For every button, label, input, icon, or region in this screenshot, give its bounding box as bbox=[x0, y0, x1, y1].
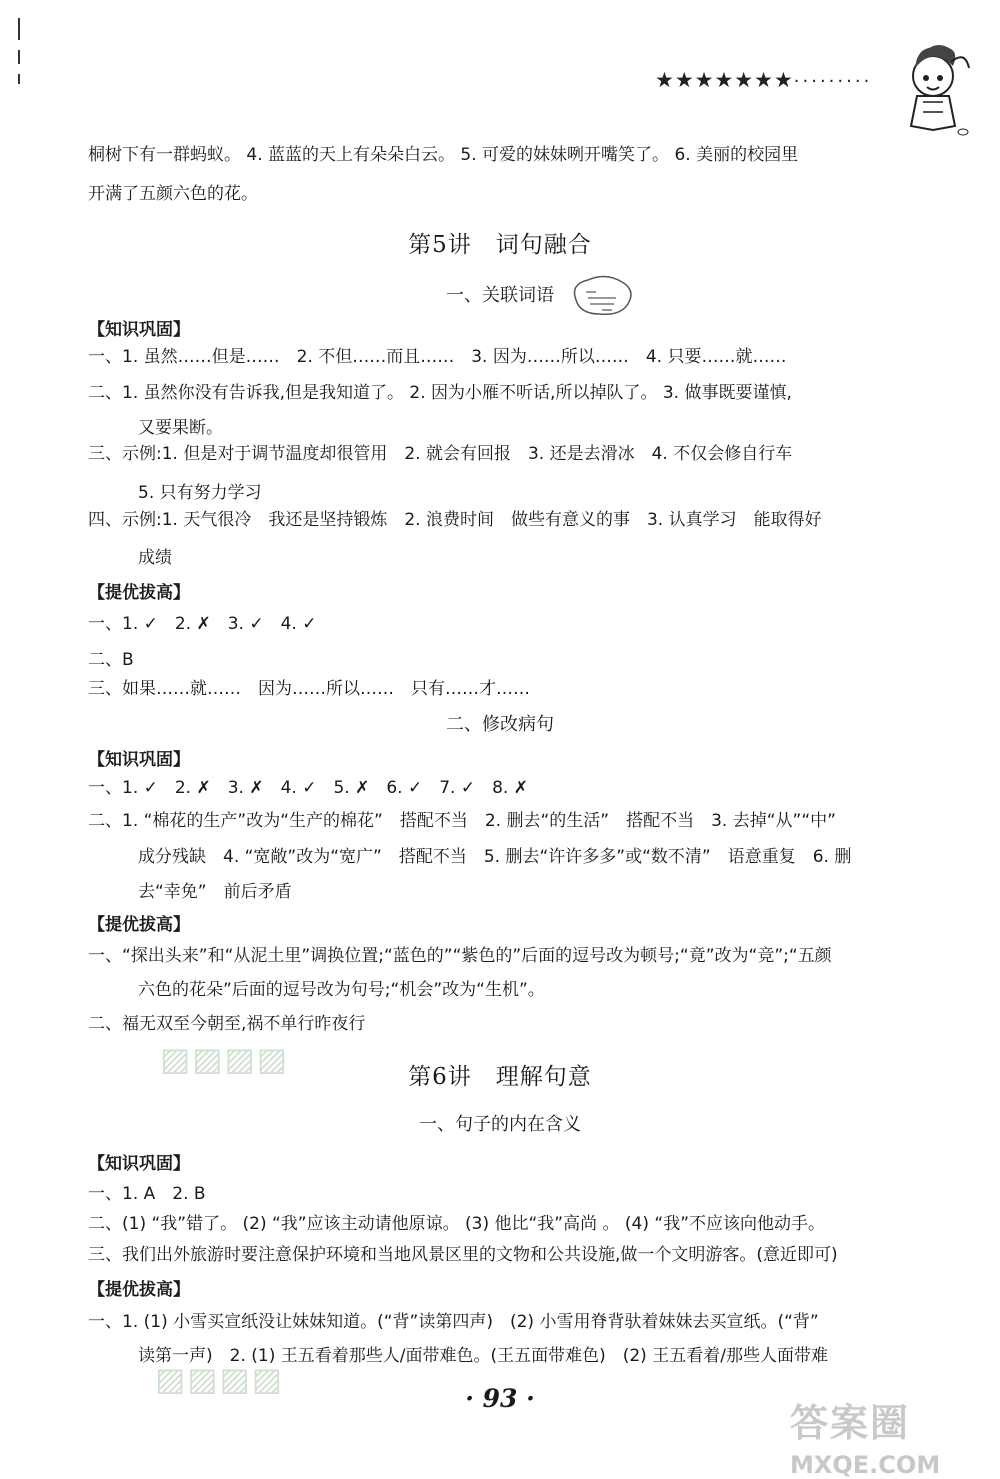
label-knowledge-3: 【知识巩固】 bbox=[88, 1154, 190, 1174]
label-knowledge-2: 【知识巩固】 bbox=[88, 750, 190, 770]
intro-line-1: 桐树下有一群蚂蚁。 4. 蓝蓝的天上有朵朵白云。 5. 可爱的妹妹咧开嘴笑了。 6. 美丽的校园里 bbox=[88, 145, 799, 165]
answer-line: 成分残缺 4. “宽敞”改为“宽广” 搭配不当 5. 删去“许许多多”或“数不清” 语意重复 6. 删 bbox=[138, 847, 852, 867]
section-inner-meaning-title: 一、句子的内在含义 bbox=[419, 1114, 581, 1135]
lecture-5-title: 第5讲 词句融合 bbox=[408, 232, 592, 258]
section-fix-sentences-title: 二、修改病句 bbox=[446, 714, 554, 735]
header-stars bbox=[655, 68, 872, 92]
dotted-leader: ········· bbox=[793, 71, 873, 92]
site-watermark bbox=[790, 1392, 990, 1479]
label-improve-3: 【提优拔高】 bbox=[88, 1280, 190, 1300]
label-improve-1: 【提优拔高】 bbox=[88, 583, 190, 603]
watermark-text: 答案圈 bbox=[790, 1401, 911, 1445]
answer-line: 又要果断。 bbox=[138, 418, 223, 438]
star-row: ★★★★★★★ bbox=[655, 68, 794, 92]
answer-line: 三、我们出外旅游时要注意保护环境和当地风景区里的文物和公共设施,做一个文明游客。(意近即可) bbox=[88, 1245, 838, 1265]
label-knowledge-1: 【知识巩固】 bbox=[88, 320, 190, 340]
answer-line: 二、B bbox=[88, 650, 134, 670]
label-improve-2: 【提优拔高】 bbox=[88, 915, 190, 935]
answer-line: 一、“探出头来”和“从泥土里”调换位置;“蓝色的”“紫色的”后面的逗号改为顿号;“竟”改为“竞”;“五颜 bbox=[88, 946, 832, 966]
page-number: · 93 · bbox=[465, 1384, 535, 1413]
answer-line: 二、福无双至今朝至,祸不单行昨夜行 bbox=[88, 1014, 366, 1034]
answer-line: 一、1. (1) 小雪买宣纸没让妹妹知道。(“背”读第四声) (2) 小雪用脊背驮着妹妹去买宣纸。(“背” bbox=[88, 1312, 819, 1332]
answer-line: 一、1. ✓ 2. ✗ 3. ✓ 4. ✓ bbox=[88, 614, 317, 634]
answer-line: 二、(1) “我”错了。 (2) “我”应该主动请他原谅。 (3) 他比“我”高尚 。 (4) “我”不应该向他动手。 bbox=[88, 1214, 826, 1234]
answer-line: 二、1. “棉花的生产”改为“生产的棉花” 搭配不当 2. 删去“的生活” 搭配不当 3. 去掉“从”“中” bbox=[88, 811, 836, 831]
answer-line: 读第一声) 2. (1) 王五看着那些人/面带难色。(王五面带难色) (2) 王五看着/那些人面带难 bbox=[138, 1346, 828, 1366]
answer-line: 一、1. ✓ 2. ✗ 3. ✗ 4. ✓ 5. ✗ 6. ✓ 7. ✓ 8. ✗ bbox=[88, 778, 528, 798]
answer-line: 一、1. 虽然……但是…… 2. 不但……而且…… 3. 因为……所以…… 4. 只要……就…… bbox=[88, 347, 787, 367]
answer-line: 三、如果……就…… 因为……所以…… 只有……才…… bbox=[88, 679, 530, 699]
answer-line: 一、1. A 2. B bbox=[88, 1184, 206, 1204]
section-related-words-title: 一、关联词语 bbox=[446, 285, 554, 306]
mascot-illustration-icon bbox=[893, 38, 973, 138]
faint-watermark-icon: ▨▨▨▨ bbox=[160, 1040, 289, 1078]
faint-watermark-icon: ▨▨▨▨ bbox=[155, 1360, 284, 1398]
answer-line: 去“幸免” 前后矛盾 bbox=[138, 882, 292, 902]
answer-line: 三、示例:1. 但是对于调节温度却很管用 2. 就会有回报 3. 还是去滑冰 4. 不仅会修自行车 bbox=[88, 444, 793, 464]
lecture-6-title: 第6讲 理解句意 bbox=[408, 1064, 592, 1090]
answer-line: 二、1. 虽然你没有告诉我,但是我知道了。 2. 因为小雁不听话,所以掉队了。 3. 做事既要谨慎, bbox=[88, 383, 792, 403]
answer-line: 四、示例:1. 天气很冷 我还是坚持锻炼 2. 浪费时间 做些有意义的事 3. 认真学习 能取得好 bbox=[88, 510, 822, 530]
answer-line: 六色的花朵”后面的逗号改为句号;“机会”改为“生机”。 bbox=[138, 980, 545, 1000]
corner-crop-marks bbox=[18, 18, 22, 98]
answer-line: 成绩 bbox=[138, 548, 172, 568]
watermark-url: MXQE.COM bbox=[790, 1451, 941, 1479]
stamp-seal-icon bbox=[566, 270, 638, 320]
intro-line-2: 开满了五颜六色的花。 bbox=[88, 184, 258, 204]
answer-line: 5. 只有努力学习 bbox=[138, 483, 262, 503]
